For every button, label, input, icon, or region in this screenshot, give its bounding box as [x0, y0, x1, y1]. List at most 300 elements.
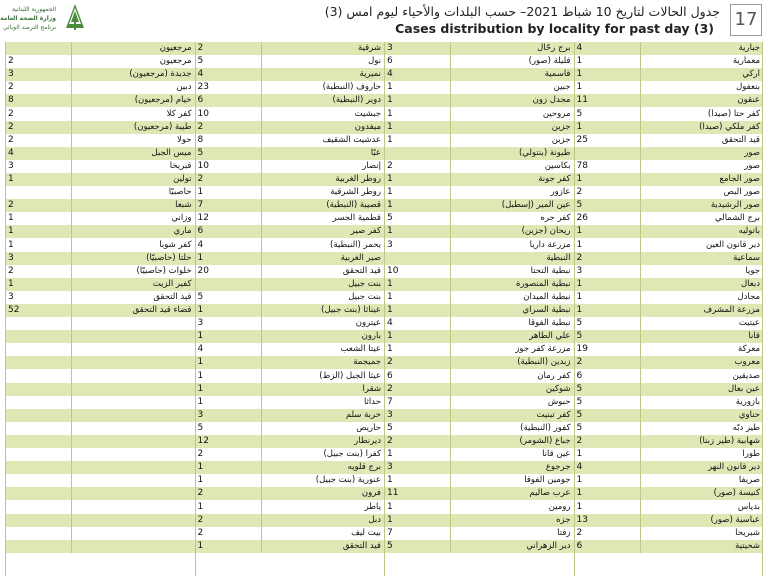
table-row — [384, 278, 574, 291]
locality-name: كفر كلا — [166, 108, 192, 119]
table-row — [574, 422, 764, 435]
locality-name: صديقين — [732, 370, 760, 381]
table-row — [195, 94, 385, 107]
page-title-english: Cases distribution by locality for past day (3) — [395, 21, 714, 36]
locality-name: اركي — [742, 69, 760, 80]
locality-name: حاروف (النبطية) — [322, 82, 381, 93]
locality-name: عنورية (بنت جبيل) — [315, 475, 381, 486]
table-row — [574, 356, 764, 369]
locality-name — [74, 317, 191, 330]
locality-name: عيثا الجبل (الزط) — [319, 370, 381, 381]
locality-name: برج الشمالي — [715, 213, 760, 224]
table-row — [384, 501, 574, 514]
locality-name: مرجعيون — [159, 56, 192, 67]
locality-name — [74, 540, 191, 553]
case-count: 25 — [576, 134, 588, 145]
locality-name: عنقون — [737, 95, 760, 106]
cedar-logo-icon — [62, 2, 88, 32]
locality-name: خربة سلم — [345, 409, 381, 420]
locality-name: مجادل — [737, 291, 760, 302]
locality-name: سماعية — [733, 252, 760, 263]
case-count: 2 — [197, 43, 204, 53]
locality-name: طيونة (بنتولي) — [518, 147, 571, 158]
locality-name: قيد التحقق — [721, 134, 760, 145]
locality-name: نميرية — [359, 69, 381, 80]
case-count — [5, 356, 71, 369]
case-count: 1 — [576, 82, 583, 93]
locality-name: يحمر (النبطية) — [330, 239, 381, 250]
column-separator — [762, 42, 763, 576]
locality-name: عبّا — [370, 147, 381, 158]
table-row — [5, 173, 195, 186]
locality-name: جويا — [745, 265, 760, 276]
case-count — [195, 278, 261, 291]
table-row — [574, 514, 764, 527]
table-row — [195, 134, 385, 147]
table-row — [5, 356, 195, 369]
table-row — [384, 317, 574, 330]
table-row — [195, 317, 385, 330]
table-row — [5, 94, 195, 107]
case-count: 5 — [197, 56, 204, 67]
table-row — [5, 514, 195, 527]
locality-name: كفر صير — [350, 226, 381, 237]
table-row — [195, 330, 385, 343]
locality-name: روطر الغربية — [335, 174, 381, 184]
case-count: 3 — [8, 252, 14, 263]
locality-name — [74, 514, 191, 527]
locality-name: جبشيت — [354, 108, 381, 119]
table-row — [5, 81, 195, 94]
column-divider — [450, 42, 451, 553]
locality-name: نبطية السراي — [522, 305, 571, 315]
table-row — [5, 396, 195, 409]
locality-name: وزاني — [171, 213, 192, 224]
case-count: 2 — [387, 357, 393, 368]
ministry-logo — [0, 2, 86, 36]
table-row — [5, 199, 195, 212]
case-count — [5, 186, 71, 199]
case-count — [5, 330, 71, 343]
table-row — [5, 265, 195, 278]
table-row — [195, 448, 385, 461]
case-count: 6 — [197, 226, 204, 237]
locality-name: دير قانون النهر — [707, 462, 760, 473]
table-row — [384, 68, 574, 81]
case-count: 4 — [197, 69, 204, 80]
table-row — [384, 225, 574, 238]
case-count: 1 — [576, 501, 583, 512]
table-row — [384, 330, 574, 343]
table-row — [195, 435, 385, 448]
table-row — [574, 435, 764, 448]
case-count: 1 — [576, 239, 583, 250]
locality-name: جميجمة — [353, 357, 381, 368]
table-row — [384, 370, 574, 383]
column-divider — [261, 42, 262, 553]
case-count — [5, 540, 71, 553]
locality-name: قاسمية — [544, 69, 571, 80]
locality-name: روطر الشرقية — [330, 187, 381, 198]
table-row — [574, 317, 764, 330]
locality-name: بنت جبيل — [348, 291, 381, 302]
case-count: 6 — [576, 370, 583, 381]
locality-name: جومين الفوقا — [524, 475, 571, 486]
locality-name: قضاء قيد التحقق — [132, 305, 192, 315]
case-count: 4 — [197, 239, 204, 250]
locality-name: برج رحّال — [537, 43, 571, 53]
case-count: 1 — [8, 278, 14, 289]
case-count — [5, 317, 71, 330]
locality-name: قصيبة (النبطية) — [326, 200, 381, 211]
table-row — [574, 81, 764, 94]
table-row — [574, 540, 764, 553]
locality-name: مجدل زون — [532, 95, 571, 106]
locality-name: جبين — [553, 82, 571, 93]
table-row — [384, 514, 574, 527]
case-count: 10 — [197, 108, 209, 119]
locality-name: حداثا — [363, 396, 381, 407]
table-row — [5, 422, 195, 435]
locality-name: فرون — [361, 488, 381, 499]
table-row — [384, 461, 574, 474]
case-count: 1 — [576, 226, 583, 237]
case-count: 2 — [8, 265, 14, 276]
case-count: 2 — [576, 252, 583, 263]
case-count: 8 — [8, 95, 14, 106]
table-row — [195, 225, 385, 238]
table-row — [574, 121, 764, 134]
case-count: 11 — [576, 95, 588, 106]
case-count: 1 — [387, 291, 393, 302]
table-row — [384, 186, 574, 199]
table-row — [574, 396, 764, 409]
table-row — [384, 435, 574, 448]
table-row — [5, 461, 195, 474]
locality-name: معركة — [738, 344, 760, 355]
table-row — [195, 212, 385, 225]
table-row — [384, 199, 574, 212]
locality-name — [74, 383, 191, 396]
table-row — [195, 265, 385, 278]
case-count: 1 — [576, 56, 583, 67]
case-count: 2 — [8, 56, 14, 67]
locality-name: عازور — [550, 187, 571, 198]
column-separator — [574, 42, 575, 576]
table-row — [5, 409, 195, 422]
table-row — [574, 134, 764, 147]
table-row — [574, 291, 764, 304]
table-row — [574, 108, 764, 121]
locality-name: عين بعال — [727, 383, 760, 394]
table-row — [574, 278, 764, 291]
case-count — [5, 501, 71, 514]
table-row — [195, 186, 385, 199]
table-row — [384, 252, 574, 265]
case-count: 12 — [197, 213, 209, 224]
locality-name: مروحين — [542, 108, 571, 119]
case-count: 7 — [387, 396, 393, 407]
case-count — [5, 448, 71, 461]
case-count: 4 — [387, 69, 393, 80]
table-row — [5, 225, 195, 238]
locality-name: ماري — [173, 226, 192, 237]
table-row — [195, 239, 385, 252]
table-row — [5, 212, 195, 225]
locality-name — [74, 487, 191, 500]
case-count — [384, 147, 450, 160]
table-row — [384, 42, 574, 55]
locality-name: جديدة (مرجعيون) — [129, 69, 192, 80]
table-row — [384, 474, 574, 487]
case-count: 2 — [197, 527, 204, 538]
table-row — [574, 330, 764, 343]
case-count: 4 — [197, 344, 204, 355]
table-row — [384, 108, 574, 121]
locality-name: كفر حتا (صيدا) — [707, 108, 760, 119]
table-row — [5, 160, 195, 173]
case-count: 1 — [576, 278, 583, 289]
case-count: 1 — [387, 121, 393, 132]
case-count: 6 — [387, 56, 393, 67]
case-count — [5, 383, 71, 396]
case-count: 6 — [387, 370, 393, 381]
table-row — [574, 225, 764, 238]
column-separator — [195, 42, 196, 576]
locality-name — [74, 435, 191, 448]
locality-name: جبارية — [738, 43, 760, 53]
locality-name: كفر جره — [540, 213, 571, 224]
case-count: 1 — [387, 174, 393, 184]
locality-name: إنصار — [362, 160, 381, 171]
case-count: 2 — [8, 134, 14, 145]
table-row — [195, 147, 385, 160]
locality-name — [74, 409, 191, 422]
case-count: 1 — [8, 213, 14, 224]
locality-name: طيبة (مرجعيون) — [133, 121, 192, 132]
table-row — [574, 265, 764, 278]
case-count: 52 — [8, 305, 20, 315]
locality-name: صور — [744, 147, 760, 158]
case-count: 1 — [387, 226, 393, 237]
locality-name — [74, 330, 191, 343]
case-count: 2 — [387, 160, 393, 171]
locality-name: شحيتية — [735, 540, 760, 551]
locality-name — [74, 422, 191, 435]
locality-name: عيترون — [355, 318, 381, 329]
locality-name: خيام (مرجعيون) — [134, 95, 192, 106]
locality-name: حاصبيّا — [168, 187, 192, 198]
table-row — [195, 409, 385, 422]
case-count: 2 — [197, 121, 204, 132]
table-row — [195, 173, 385, 186]
locality-name: بارون — [361, 331, 381, 342]
case-count: 1 — [387, 501, 393, 512]
page-title-arabic: جدول الحالات لتاريخ 10 شباط 2021– حسب البلدات والأحياء ليوم امس (3) — [324, 4, 720, 19]
case-count: 1 — [387, 449, 393, 460]
table-row — [384, 265, 574, 278]
case-count: 1 — [576, 291, 583, 302]
case-count: 1 — [197, 462, 204, 473]
locality-name: نول — [368, 56, 381, 67]
case-count: 3 — [8, 291, 14, 302]
locality-name: طورا — [742, 449, 760, 460]
locality-name: جزين — [551, 134, 571, 145]
case-count: 2 — [197, 449, 204, 460]
table-row — [5, 186, 195, 199]
locality-name: شرقية — [358, 43, 381, 53]
table-row — [195, 55, 385, 68]
table-row — [5, 252, 195, 265]
case-count: 5 — [576, 331, 583, 342]
locality-name: نبطية الميدان — [523, 291, 571, 302]
locality-name: بنت جبيل — [348, 278, 381, 289]
table-row — [574, 370, 764, 383]
table-row — [384, 527, 574, 540]
table-row — [195, 487, 385, 500]
case-count: 11 — [387, 488, 399, 499]
column-divider — [640, 42, 641, 553]
case-count: 12 — [197, 436, 209, 446]
case-count: 6 — [197, 95, 204, 106]
table-row — [195, 383, 385, 396]
case-count: 1 — [576, 305, 583, 315]
case-count: 2 — [8, 82, 14, 93]
table-row — [574, 343, 764, 356]
table-row — [5, 448, 195, 461]
table-row — [5, 304, 195, 317]
locality-name: كفر رمان — [537, 370, 571, 381]
locality-name — [74, 370, 191, 383]
locality-name: جباع (الشومر) — [519, 436, 571, 446]
locality-name: حناوي — [738, 409, 760, 420]
case-count — [5, 370, 71, 383]
locality-name: شبعا — [175, 200, 192, 211]
case-count — [5, 396, 71, 409]
locality-name: مزرعة كفر جوز — [515, 344, 571, 355]
table-row — [574, 527, 764, 540]
locality-name: ميس الجبل — [151, 147, 192, 158]
table-row — [5, 278, 195, 291]
table-row — [384, 343, 574, 356]
locality-name: فليلة (صور) — [528, 56, 571, 67]
table-row — [5, 487, 195, 500]
locality-name: برج قلويه — [347, 462, 381, 473]
case-count: 10 — [387, 265, 399, 276]
table-row — [195, 527, 385, 540]
case-count: 23 — [197, 82, 209, 93]
case-count: 1 — [197, 501, 204, 512]
table-row — [574, 94, 764, 107]
case-count: 1 — [387, 134, 393, 145]
case-count: 1 — [387, 514, 393, 525]
locality-name: عباسية (صور) — [710, 514, 760, 525]
locality-name: حبوش — [547, 396, 571, 407]
locality-name: بدياس — [737, 501, 760, 512]
locality-name — [74, 474, 191, 487]
locality-name: بيت ليف — [351, 527, 381, 538]
locality-name: بازورية — [735, 396, 760, 407]
locality-name: نبطية التحتا — [530, 265, 571, 276]
locality-name — [74, 501, 191, 514]
case-count: 1 — [576, 174, 583, 184]
case-count: 1 — [387, 278, 393, 289]
locality-name: شقرا — [362, 383, 381, 394]
case-count: 1 — [197, 475, 204, 486]
table-row — [574, 304, 764, 317]
table-row — [195, 422, 385, 435]
table-row — [195, 291, 385, 304]
table-row — [574, 42, 764, 55]
locality-name: شبريحا — [735, 527, 760, 538]
column-divider — [71, 42, 72, 553]
locality-name: قيد التحقق — [342, 265, 381, 276]
case-count: 5 — [576, 409, 583, 420]
table-column — [195, 42, 385, 576]
case-count: 5 — [197, 291, 204, 302]
locality-name: طير دبّه — [732, 422, 760, 433]
locality-name: تولين — [173, 174, 192, 184]
locality-name — [74, 448, 191, 461]
case-count: 20 — [197, 265, 209, 276]
table-row — [5, 383, 195, 396]
locality-name: كفر تبنيت — [536, 409, 571, 420]
case-count: 1 — [387, 344, 393, 355]
locality-name: خلوات (حاصبيّا) — [136, 265, 192, 276]
locality-name: عيناثا (بنت جبيل) — [321, 305, 381, 315]
case-count: 5 — [576, 108, 583, 119]
locality-name — [74, 396, 191, 409]
case-count: 1 — [387, 331, 393, 342]
case-count — [5, 343, 71, 356]
case-count: 7 — [197, 200, 204, 211]
case-count: 1 — [576, 449, 583, 460]
case-count — [5, 527, 71, 540]
case-count: 1 — [387, 82, 393, 93]
case-count — [574, 147, 640, 160]
table-row — [5, 540, 195, 553]
table-row — [5, 239, 195, 252]
case-count: 3 — [576, 265, 583, 276]
case-count: 1 — [387, 108, 393, 119]
column-separator — [5, 42, 6, 576]
table-row — [195, 42, 385, 55]
locality-name: ياطر — [364, 501, 381, 512]
case-count: 1 — [387, 305, 393, 315]
case-count: 5 — [197, 422, 204, 433]
case-count: 8 — [197, 134, 204, 145]
table-row — [384, 396, 574, 409]
table-row — [195, 501, 385, 514]
locality-name: عين قانا — [542, 449, 571, 460]
case-count: 1 — [197, 252, 204, 263]
table-row — [574, 501, 764, 514]
table-row — [384, 212, 574, 225]
case-count: 5 — [576, 383, 583, 394]
locality-name: حلتا (حاصبيّا) — [146, 252, 192, 263]
table-row — [384, 55, 574, 68]
case-count: 3 — [387, 462, 393, 473]
locality-name: دير قانون العين — [706, 239, 760, 250]
case-count: 5 — [387, 422, 393, 433]
case-count: 3 — [8, 69, 14, 80]
table-row — [574, 383, 764, 396]
table-row — [5, 501, 195, 514]
table-row — [5, 343, 195, 356]
locality-name: جزه — [556, 514, 571, 525]
locality-name: صير الغربية — [340, 252, 381, 263]
locality-name: كفر ملكي (صيدا) — [699, 121, 760, 132]
